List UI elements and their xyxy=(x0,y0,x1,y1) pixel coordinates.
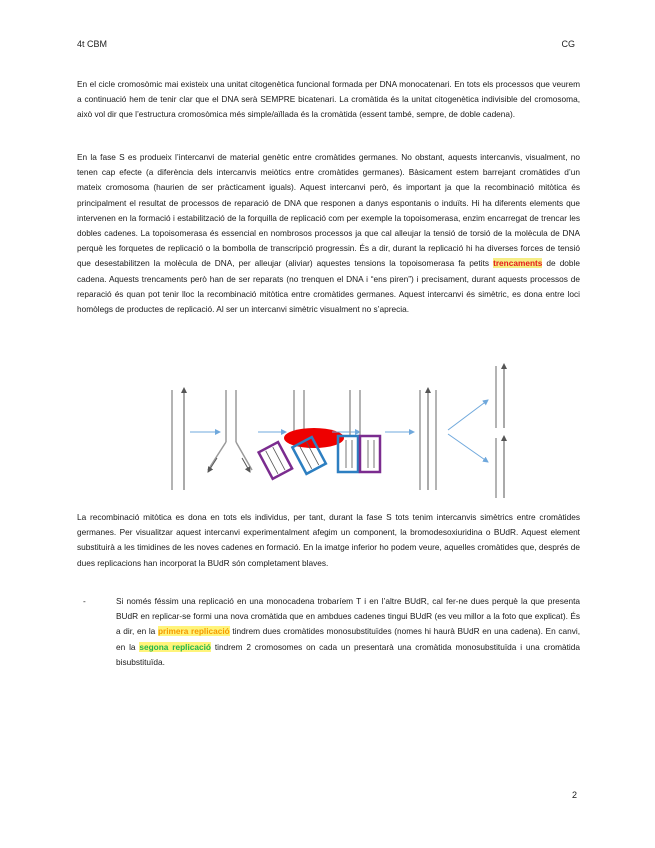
highlight-primera-replicacio: primera replicació xyxy=(157,626,230,637)
highlight-trencaments: trencaments xyxy=(493,258,543,269)
bullet-text xyxy=(116,594,580,670)
header-left: 4t CBM xyxy=(77,39,108,49)
paragraph-s-phase-exchange xyxy=(77,150,580,317)
paragraph-chromatid-unit: En el cicle cromosòmic mai existeix una unitat citogenètica funcional formada per DNA monocatenari. En tots els processos que veurem a continuació hem de tenir clar que el DNA serà SEMPRE bicatenari. La cromàtida és la unitat citogenètica indivisible del cromosoma, això vol dir que l’estructura cromosòmica més simple/aïllada és la cromàtida (essent també, sempre, de doble cadena). xyxy=(77,79,580,120)
bullet-text-part: Si només féssim una replicació en una monocadena trobaríem T i en l’altre BUdR, cal fer-ne dues perquè la que presenta BUdR en replicar-se formi una nova cromàtida que en ambdues cadenes tingui BUdR (es veu millor a la foto que explicat). És a dir, en la xyxy=(116,596,580,637)
purple-box xyxy=(259,442,293,479)
strand-line xyxy=(208,442,226,470)
bullet-text-part: tindrem dues cromàtides monosubstituïdes (nomes hi haurà BUdR en una cadena). En canvi, en la xyxy=(116,626,581,652)
list-item xyxy=(83,594,581,670)
topoisomerase-shape xyxy=(284,428,344,448)
paragraph-text: de doble cadena. Aquests trencaments però han de ser reparats (no trenquen el DNA i “ens piren”) i precisament, durant aquests processos de reparació és quan pot tenir lloc la recombinació mitòtica entre cromàtides germanes. Aquest intercanvi és simètric, es dona entre loci homòlegs de productes de replicació. Al ser un intercanvi simètric visualment no s’aprecia. xyxy=(77,258,580,315)
strand-line xyxy=(236,442,252,470)
bullet-mark: - xyxy=(83,596,86,606)
page-number: 2 xyxy=(571,790,577,800)
bullet-text-part: tindrem 2 cromosomes on cada un presentarà una cromàtida monosubstituïda i una cromàtida bisubstituïda. xyxy=(116,641,580,667)
paragraph-text: En la fase S es produeix l’intercanvi de material genètic entre cromàtides germanes. No obstant, aquests intercanvis, visualment, no tenen cap efecte (a diferència dels intercanvis meiòtics entre cromàtides germanes). Bàsicament estem barrejant cromàtides d’un mateix cromosoma (haurien de ser pràcticament iguals). Aquest intercanvi però, és important ja que la recombinació mitòtica és principalment el resultat de processos de reparació de DNA que responen a danys espontanis o induïts. Hi ha diferents elements que intervenen en la formació i estabilització de la forquilla de replicació com per exemple la topoisomerasa, enzim encarregat de trencar les dobles cadenes. La topoisomerasa és essencial en nombrosos processos ja que cal alleujar la tensió de torsió de la molècula de DNA perquè les forquetes de replicació o la bombolla de transcripció progressin. És a dir, durant la replicació hi ha diverses forces de tensió que desestabilitzen la molècula de DNA, per alleujar (aliviar) aquestes tensions la topoisomerasa fa petits xyxy=(77,152,580,269)
flow-arrow xyxy=(448,400,488,430)
header-right: CG xyxy=(561,39,575,49)
paragraph-budr: La recombinació mitòtica es dona en tots els individus, per tant, durant la fase S tots tenim intercanvis simètrics entre cromàtides germanes. Per visualitzar aquest intercanvi experimentalment afegim un component, la bromodesoxiuridina o BUdR. Aquest element substituirà a les timidines de les noves cadenes en formació. En la imatge inferior ho podem veure, aquelles cromàtides que, després de dues replicacions han incorporat la BUdR són completament blaves. xyxy=(77,512,580,568)
flow-arrow xyxy=(448,434,488,462)
strand-line xyxy=(208,458,217,472)
highlight-segona-replicacio: segona replicació xyxy=(139,641,211,652)
replication-diagram xyxy=(170,360,520,500)
purple-box-upright xyxy=(360,436,380,472)
